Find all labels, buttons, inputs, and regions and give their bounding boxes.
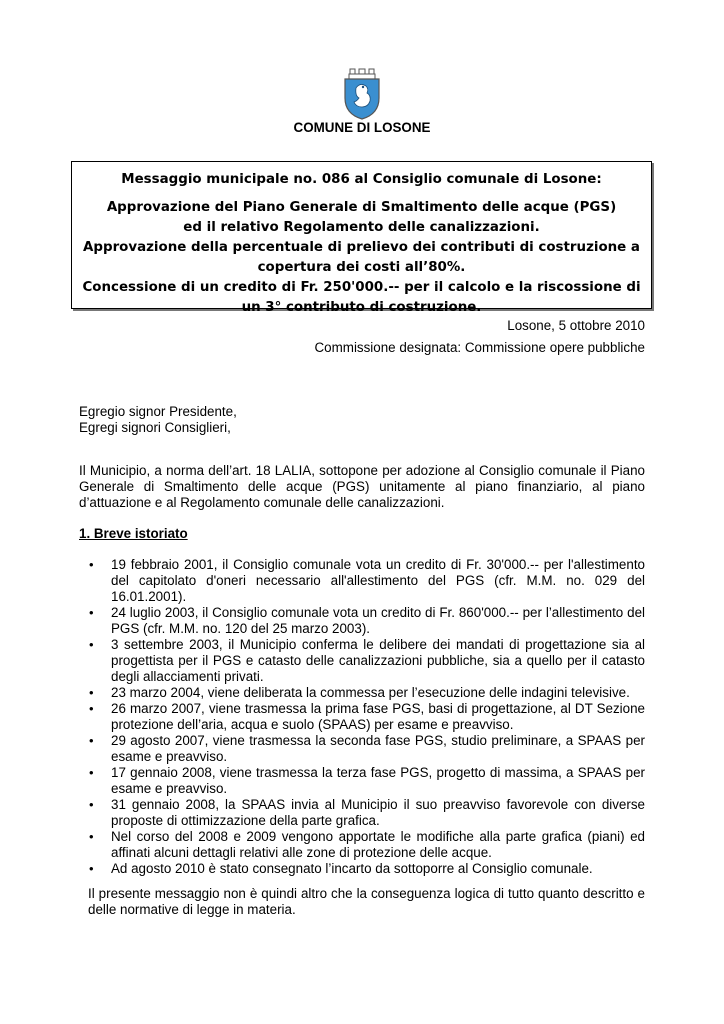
- designated-commission: Commissione designata: Commissione opere pubbliche: [314, 340, 645, 355]
- bullet-icon: •: [89, 637, 94, 652]
- salutation-line-2: Egregi signori Consiglieri,: [79, 420, 231, 435]
- title-line-3: ed il relativo Regolamento delle canalizzazioni.: [183, 220, 540, 235]
- title-line-7: un 3° contributo di costruzione.: [241, 300, 482, 315]
- bullet-icon: •: [89, 605, 94, 620]
- list-item: • 26 marzo 2007, viene trasmessa la prima fase PGS, basi di progettazione, al DT Sezione protezione dell’aria, acqua e suolo (SPAAS) per esame e preavviso.: [89, 701, 645, 732]
- list-item: • 23 marzo 2004, viene deliberata la commessa per l’esecuzione delle indagini televisive.: [89, 685, 630, 700]
- title-line-4: Approvazione della percentuale di prelievo dei contributi di costruzione a: [83, 240, 640, 255]
- bullet-icon: •: [89, 829, 94, 844]
- list-item: • 31 gennaio 2008, la SPAAS invia al Municipio il suo preavviso favorevole con diverse proposte di ottimizzazione della parte grafica.: [89, 797, 645, 828]
- list-item: • 24 luglio 2003, il Consiglio comunale vota un credito di Fr. 860'000.-- per l’allestimento del PGS (cfr. M.M. no. 120 del 25 marzo 2003).: [89, 605, 645, 636]
- bullet-icon: •: [89, 765, 94, 780]
- list-item: • 19 febbraio 2001, il Consiglio comunale vota un credito di Fr. 30'000.-- per l'allestimento del capitolato d'oneri necessario all'allestimento del PGS (cfr. M.M. no. 029 del 16.01.2001).: [89, 557, 645, 604]
- closing-paragraph: Il presente messaggio non è quindi altro che la conseguenza logica di tutto quanto descritto e delle normative di legge in materia.: [88, 886, 645, 917]
- bullet-icon: •: [89, 701, 94, 716]
- list-item: • 3 settembre 2003, il Municipio conferma le delibere dei mandati di progettazione sia al progettista per il PGS e catasto delle canalizzazioni pubbliche, sia a quello per il catasto degli allacciamenti privati.: [89, 637, 645, 684]
- list-item: • Nel corso del 2008 e 2009 vengono apportate le modifiche alla parte grafica (piani) ed affinati alcuni dettagli relativi alle zone di protezione delle acque.: [89, 829, 645, 860]
- list-item: • Ad agosto 2010 è stato consegnato l’incarto da sottoporre al Consiglio comunale.: [89, 861, 593, 876]
- salutation-line-1: Egregio signor Presidente,: [79, 404, 237, 419]
- municipality-name: COMUNE DI LOSONE: [293, 120, 431, 135]
- list-item: • 17 gennaio 2008, viene trasmessa la terza fase PGS, progetto di massima, a SPAAS per esame e preavviso.: [89, 765, 645, 796]
- bullet-icon: •: [89, 557, 94, 572]
- history-list: [79, 557, 645, 877]
- message-title-box: [71, 161, 652, 315]
- bullet-icon: •: [89, 861, 94, 876]
- title-line-2: Approvazione del Piano Generale di Smaltimento delle acque (PGS): [106, 200, 617, 215]
- title-line-5: copertura dei costi all’80%.: [257, 260, 466, 275]
- salutation: [79, 404, 237, 436]
- bullet-icon: •: [89, 685, 94, 700]
- document-date: Losone, 5 ottobre 2010: [507, 318, 645, 333]
- intro-paragraph: Il Municipio, a norma dell’art. 18 LALIA, sottopone per adozione al Consiglio comunale il Piano Generale di Smaltimento delle acque (PGS) unitamente al piano finanziario, al piano d’attuazione e al Regolamento comunale delle canalizzazioni.: [79, 463, 645, 510]
- losone-coat-of-arms-icon: [341, 68, 383, 120]
- message-number: Messaggio municipale no. 086 al Consiglio comunale di Losone:: [121, 172, 602, 187]
- section-title: 1. Breve istoriato: [79, 526, 188, 541]
- list-item: • 29 agosto 2007, viene trasmessa la seconda fase PGS, studio preliminare, a SPAAS per esame e preavviso.: [89, 733, 645, 764]
- bullet-icon: •: [89, 797, 94, 812]
- title-line-6: Concessione di un credito di Fr. 250'000.-- per il calcolo e la riscossione di: [82, 280, 641, 295]
- bullet-icon: •: [89, 733, 94, 748]
